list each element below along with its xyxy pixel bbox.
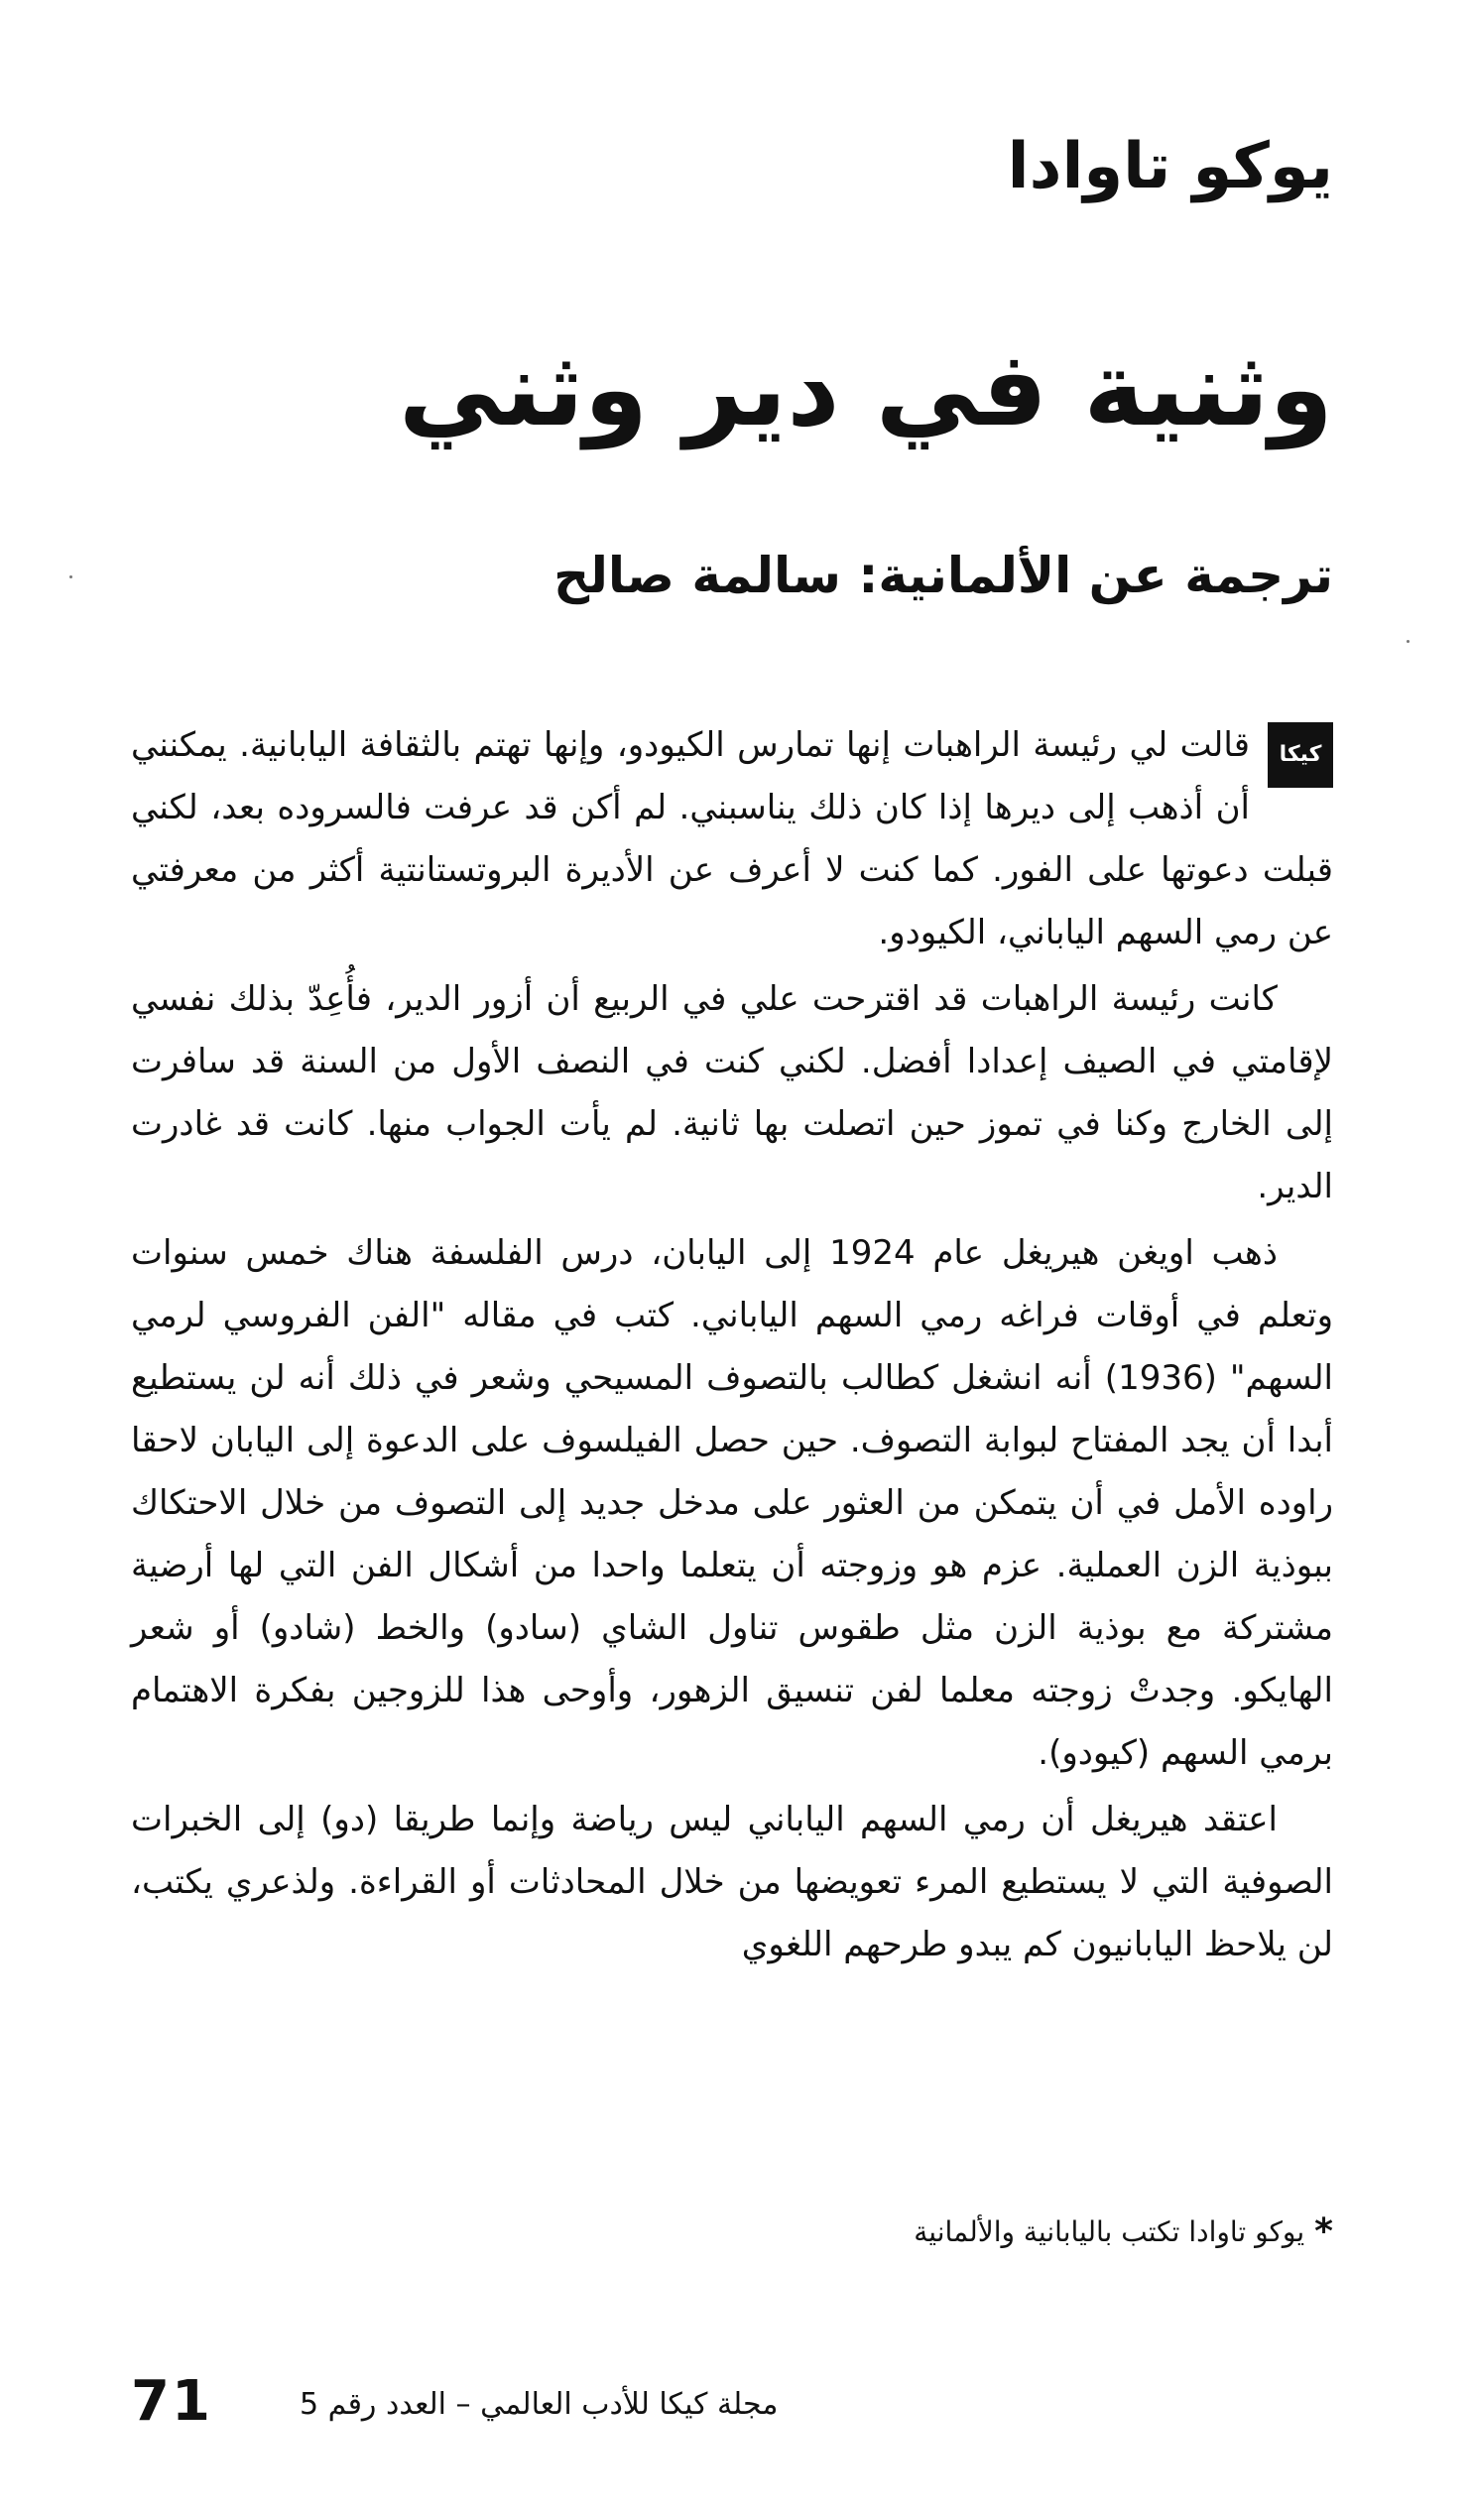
scan-speck bbox=[69, 575, 72, 578]
footnote-marker: * bbox=[1314, 2211, 1333, 2252]
kika-emblem-icon: كيكا bbox=[1268, 722, 1333, 788]
article-body bbox=[131, 714, 1333, 1980]
paragraph: ذهب اويغن هيريغل عام 1924 إلى اليابان، درس الفلسفة هناك خمس سنوات وتعلم في أوقات فراغه رمي السهم الياباني. كتب في مقاله "الفن الفروسي لرمي السهم" (1936) أنه انشغل كطالب بالتصوف المسيحي وشعر في ذلك أنه لن يستطيع أبدا أن يجد المفتاح لبوابة التصوف. حين حصل الفيلسوف على الدعوة إلى اليابان لاحقا راوده الأمل في أن يتمكن من العثور على مدخل جديد إلى التصوف من خلال الاحتكاك ببوذية الزن العملية. عزم هو وزوجته أن يتعلما واحدا من أشكال الفن التي لها أرضية مشتركة مع بوذية الزن مثل طقوس تناول الشاي (سادو) والخط (شادو) أو شعر الهايكو. وجدتْ زوجته معلما لفن تنسيق الزهور، وأوحى هذا للزوجين بفكرة الاهتمام برمي السهم (كيودو). bbox=[131, 1233, 1333, 1773]
page-footer bbox=[131, 2371, 1333, 2441]
footnote-text: يوكو تاوادا تكتب باليابانية والألمانية bbox=[914, 2215, 1305, 2248]
paragraph bbox=[131, 714, 1333, 964]
paragraph: كانت رئيسة الراهبات قد اقترحت علي في الربيع أن أزور الدير، فأُعِدّ بذلك نفسي لإقامتي في الصيف إعدادا أفضل. لكني كنت في النصف الأول من السنة قد سافرت إلى الخارج وكنا في تموز حين اتصلت بها ثانية. لم يأت الجواب منها. كانت قد غادرت الدير. bbox=[131, 979, 1333, 1206]
scan-speck bbox=[1407, 640, 1410, 643]
translator-credit: ترجمة عن الألمانية: سالمة صالح bbox=[553, 547, 1333, 604]
article-title: وثنية في دير وثني bbox=[398, 328, 1333, 449]
footnote bbox=[914, 2211, 1333, 2252]
page-number: 71 bbox=[131, 2369, 212, 2434]
author-name: يوكو تاوادا bbox=[1007, 130, 1333, 203]
paragraph-text: قالت لي رئيسة الراهبات إنها تمارس الكيودو، وإنها تهتم بالثقافة اليابانية. يمكنني أن أذهب إلى ديرها إذا كان ذلك يناسبني. لم أكن قد عرفت فالسروده بعد، لكني قبلت دعوتها على الفور. كما كنت لا أعرف عن الأديرة البروتستانتية أكثر من معرفتي عن رمي السهم الياباني، الكيودو. bbox=[131, 725, 1333, 952]
journal-name: مجلة كيكا للأدب العالمي – العدد رقم 5 bbox=[300, 2387, 779, 2422]
paragraph: اعتقد هيريغل أن رمي السهم الياباني ليس رياضة وإنما طريقا (دو) إلى الخبرات الصوفية التي لا يستطيع المرء تعويضها من خلال المحادثات أو القراءة. ولذعري يكتب، لن يلاحظ اليابانيون كم يبدو طرحهم اللغوي bbox=[131, 1800, 1333, 1964]
